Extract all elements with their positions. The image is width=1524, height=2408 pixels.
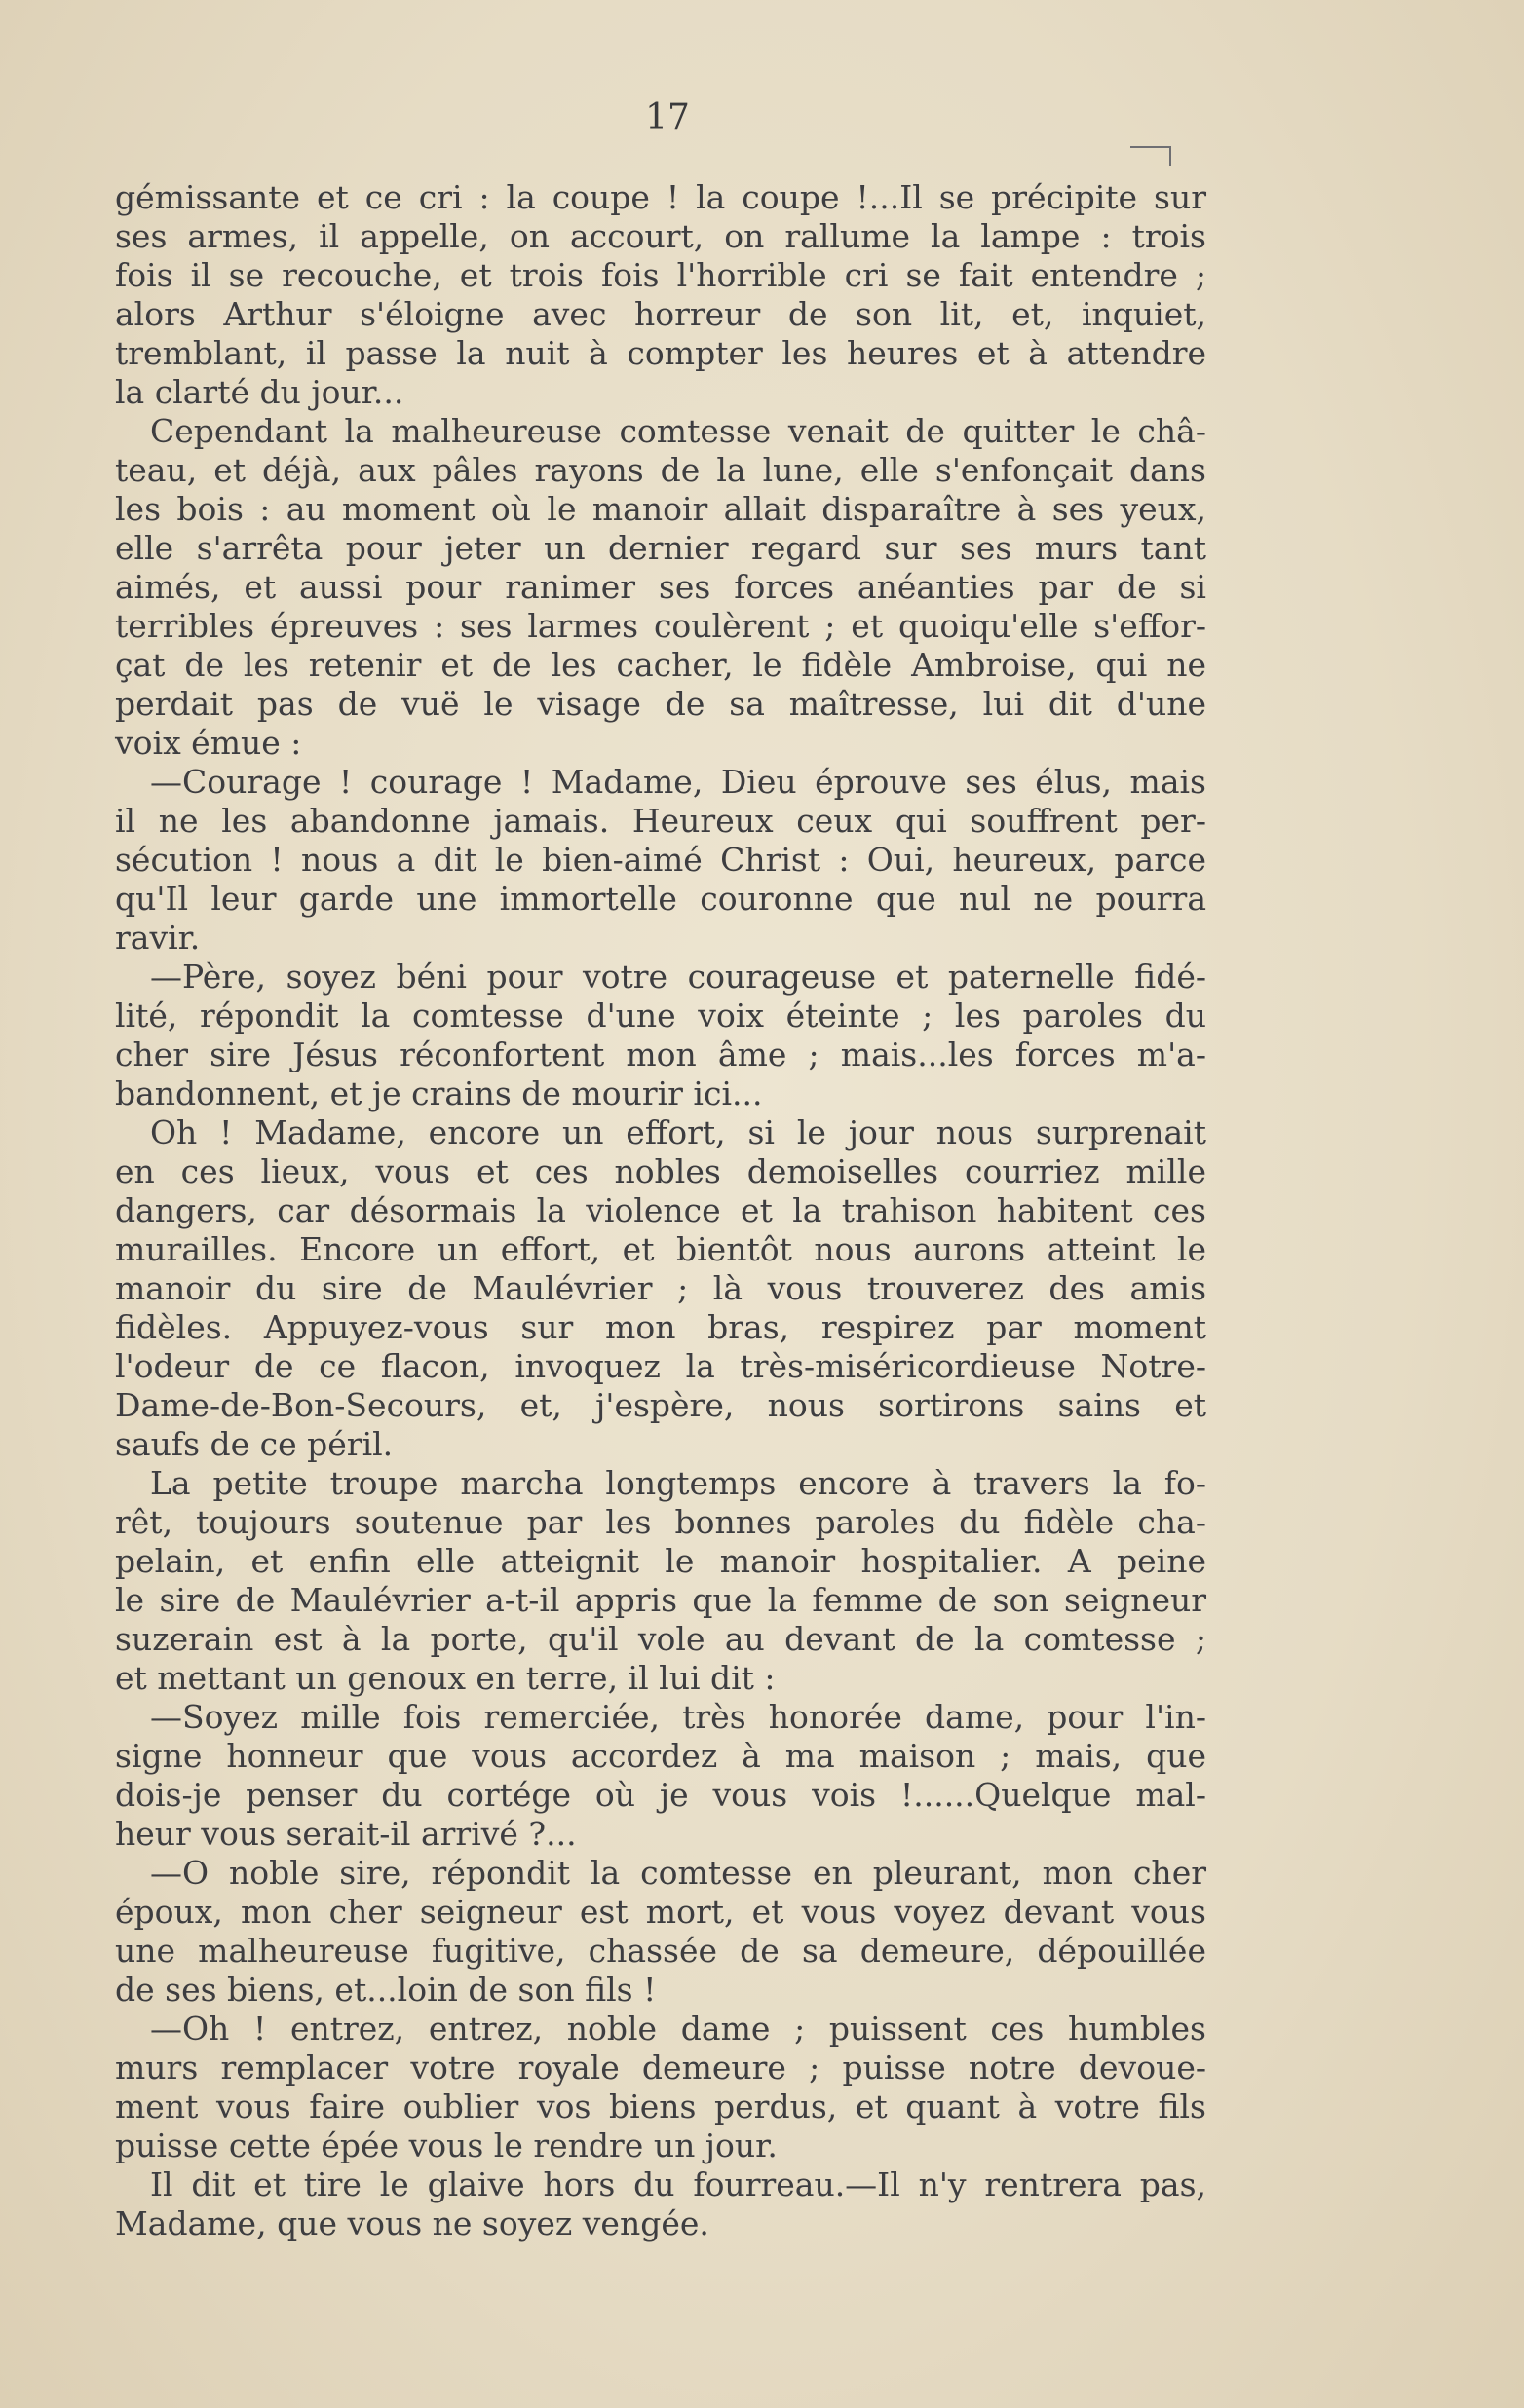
text-line: alors Arthur s'éloigne avec horreur de son lit, et, inquiet,	[115, 295, 1206, 333]
text-line: saufs de ce péril.	[115, 1425, 394, 1463]
text-line: La petite troupe marcha longtemps encore à travers la fo-	[150, 1464, 1206, 1502]
text-line: de ses biens, et...loin de son fils !	[115, 1971, 657, 2009]
text-line: tremblant, il passe la nuit à compter les heures et à attendre	[115, 334, 1206, 372]
paragraph	[115, 763, 1206, 958]
text-line: en ces lieux, vous et ces nobles demoiselles courriez mille	[115, 1152, 1206, 1190]
text-line: aimés, et aussi pour ranimer ses forces anéanties par de si	[115, 568, 1206, 606]
text-line: murailles. Encore un effort, et bientôt nous aurons atteint le	[115, 1230, 1206, 1268]
text-line: —O noble sire, répondit la comtesse en pleurant, mon cher	[150, 1854, 1206, 1892]
corner-fold-mark	[1130, 146, 1171, 166]
text-line: teau, et déjà, aux pâles rayons de la lune, elle s'enfonçait dans	[115, 451, 1206, 489]
paragraph	[115, 1698, 1206, 1854]
text-line: il ne les abandonne jamais. Heureux ceux qui souffrent per-	[115, 802, 1206, 840]
paragraph	[115, 2165, 1206, 2243]
text-line: ses armes, il appelle, on accourt, on rallume la lampe : trois	[115, 217, 1206, 255]
text-line: signe honneur que vous accordez à ma maison ; mais, que	[115, 1737, 1206, 1775]
text-line: fidèles. Appuyez-vous sur mon bras, respirez par moment	[115, 1308, 1206, 1346]
paragraph	[115, 1464, 1206, 1698]
text-line: perdait pas de vuë le visage de sa maîtresse, lui dit d'une	[115, 685, 1206, 723]
text-line: et mettant un genoux en terre, il lui dit :	[115, 1659, 776, 1697]
text-line: rêt, toujours soutenue par les bonnes paroles du fidèle cha-	[115, 1503, 1206, 1541]
text-line: —Oh ! entrez, entrez, noble dame ; puissent ces humbles	[150, 2010, 1206, 2048]
text-line: elle s'arrêta pour jeter un dernier regard sur ses murs tant	[115, 529, 1206, 567]
text-line: —Père, soyez béni pour votre courageuse et paternelle fidé-	[150, 958, 1206, 996]
text-line: gémissante et ce cri : la coupe ! la coupe !...Il se précipite sur	[115, 178, 1206, 216]
text-line: la clarté du jour...	[115, 373, 404, 411]
text-line: heur vous serait-il arrivé ?...	[115, 1815, 577, 1853]
text-line: çat de les retenir et de les cacher, le fidèle Ambroise, qui ne	[115, 646, 1206, 684]
text-line: l'odeur de ce flacon, invoquez la très-miséricordieuse Notre-	[115, 1347, 1206, 1385]
text-line: dangers, car désormais la violence et la trahison habitent ces	[115, 1191, 1206, 1229]
text-line: Cependant la malheureuse comtesse venait de quitter le châ-	[150, 412, 1206, 450]
text-line: —Courage ! courage ! Madame, Dieu éprouve ses élus, mais	[150, 763, 1206, 801]
paragraph	[115, 412, 1206, 763]
text-line: puisse cette épée vous le rendre un jour.	[115, 2126, 778, 2164]
text-line: manoir du sire de Maulévrier ; là vous trouverez des amis	[115, 1269, 1206, 1307]
text-line: —Soyez mille fois remerciée, très honorée dame, pour l'in-	[150, 1698, 1206, 1736]
text-line: époux, mon cher seigneur est mort, et vous voyez devant vous	[115, 1893, 1206, 1931]
text-line: lité, répondit la comtesse d'une voix éteinte ; les paroles du	[115, 997, 1206, 1035]
text-line: sécution ! nous a dit le bien-aimé Christ : Oui, heureux, parce	[115, 841, 1206, 879]
paragraph	[115, 178, 1206, 412]
page-number: 17	[645, 97, 690, 137]
text-line: suzerain est à la porte, qu'il vole au devant de la comtesse ;	[115, 1620, 1206, 1658]
paragraph	[115, 1113, 1206, 1464]
paragraph	[115, 2010, 1206, 2165]
text-line: bandonnent, et je crains de mourir ici...	[115, 1074, 763, 1112]
text-line: Madame, que vous ne soyez vengée.	[115, 2204, 709, 2242]
text-line: Il dit et tire le glaive hors du fourreau.—Il n'y rentrera pas,	[150, 2165, 1206, 2203]
text-line: Oh ! Madame, encore un effort, si le jour nous surprenait	[150, 1113, 1206, 1151]
text-line: le sire de Maulévrier a-t-il appris que la femme de son seigneur	[115, 1581, 1206, 1619]
text-line: qu'Il leur garde une immortelle couronne que nul ne pourra	[115, 880, 1206, 918]
text-line: dois-je penser du cortége où je vous vois !......Quelque mal-	[115, 1776, 1206, 1814]
text-line: Dame-de-Bon-Secours, et, j'espère, nous sortirons sains et	[115, 1386, 1206, 1424]
paragraph	[115, 1854, 1206, 2010]
text-line: une malheureuse fugitive, chassée de sa demeure, dépouillée	[115, 1932, 1206, 1970]
text-line: fois il se recouche, et trois fois l'horrible cri se fait entendre ;	[115, 256, 1206, 294]
text-line: les bois : au moment où le manoir allait disparaître à ses yeux,	[115, 490, 1206, 528]
paragraph	[115, 958, 1206, 1113]
text-line: voix émue :	[115, 724, 302, 762]
body-text	[115, 178, 1206, 2243]
text-line: terribles épreuves : ses larmes coulèrent ; et quoiqu'elle s'effor-	[115, 607, 1206, 645]
text-line: pelain, et enfin elle atteignit le manoir hospitalier. A peine	[115, 1542, 1206, 1580]
text-line: murs remplacer votre royale demeure ; puisse notre devoue-	[115, 2049, 1206, 2087]
text-line: ment vous faire oublier vos biens perdus, et quant à votre fils	[115, 2088, 1206, 2126]
text-line: cher sire Jésus réconfortent mon âme ; mais...les forces m'a-	[115, 1035, 1206, 1073]
text-line: ravir.	[115, 919, 201, 957]
